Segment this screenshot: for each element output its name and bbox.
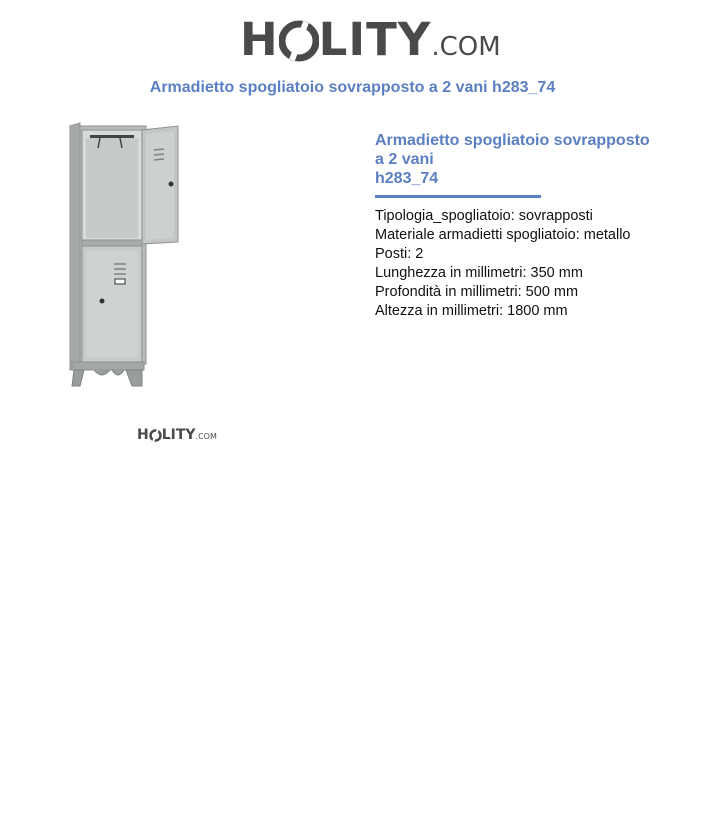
spec-row-posti: Posti: 2: [375, 246, 424, 262]
logo-small-o-mark-icon: [149, 426, 162, 444]
spec-row-tipologia: Tipologia_spogliatoio: sovrapposti: [375, 208, 593, 224]
holity-logo: [240, 12, 501, 68]
title-underline: [375, 195, 541, 198]
locker-image: [60, 118, 190, 393]
spec-row-materiale: Materiale armadietti spogliatoio: metallo: [375, 227, 631, 243]
product-title-line-1: Armadietto spogliatoio sovrapposto: [375, 132, 650, 149]
logo-letters-lity: LITY: [318, 13, 432, 66]
holity-logo-small: [137, 426, 227, 444]
product-detail: [375, 131, 675, 321]
page-title: Armadietto spogliatoio sovrapposto a 2 vani h283_74: [149, 79, 556, 96]
logo-suffix: .COM: [431, 32, 501, 62]
product-title-line-3: h283_74: [375, 170, 439, 187]
logo-small-letters-lity: LITY: [161, 427, 196, 443]
spec-row-profondita: Profondità in millimetri: 500 mm: [375, 284, 579, 300]
logo-small-letter-h: H: [137, 427, 149, 443]
logo-letter-h: H: [240, 13, 279, 66]
spec-row-altezza: Altezza in millimetri: 1800 mm: [375, 303, 568, 319]
product-title: [375, 131, 675, 188]
spec-list: [375, 207, 675, 321]
logo-o-mark-icon: [279, 12, 319, 68]
logo-small-suffix: .COM: [195, 432, 217, 441]
spec-row-lunghezza: Lunghezza in millimetri: 350 mm: [375, 265, 583, 281]
product-title-line-2: a 2 vani: [375, 151, 434, 168]
